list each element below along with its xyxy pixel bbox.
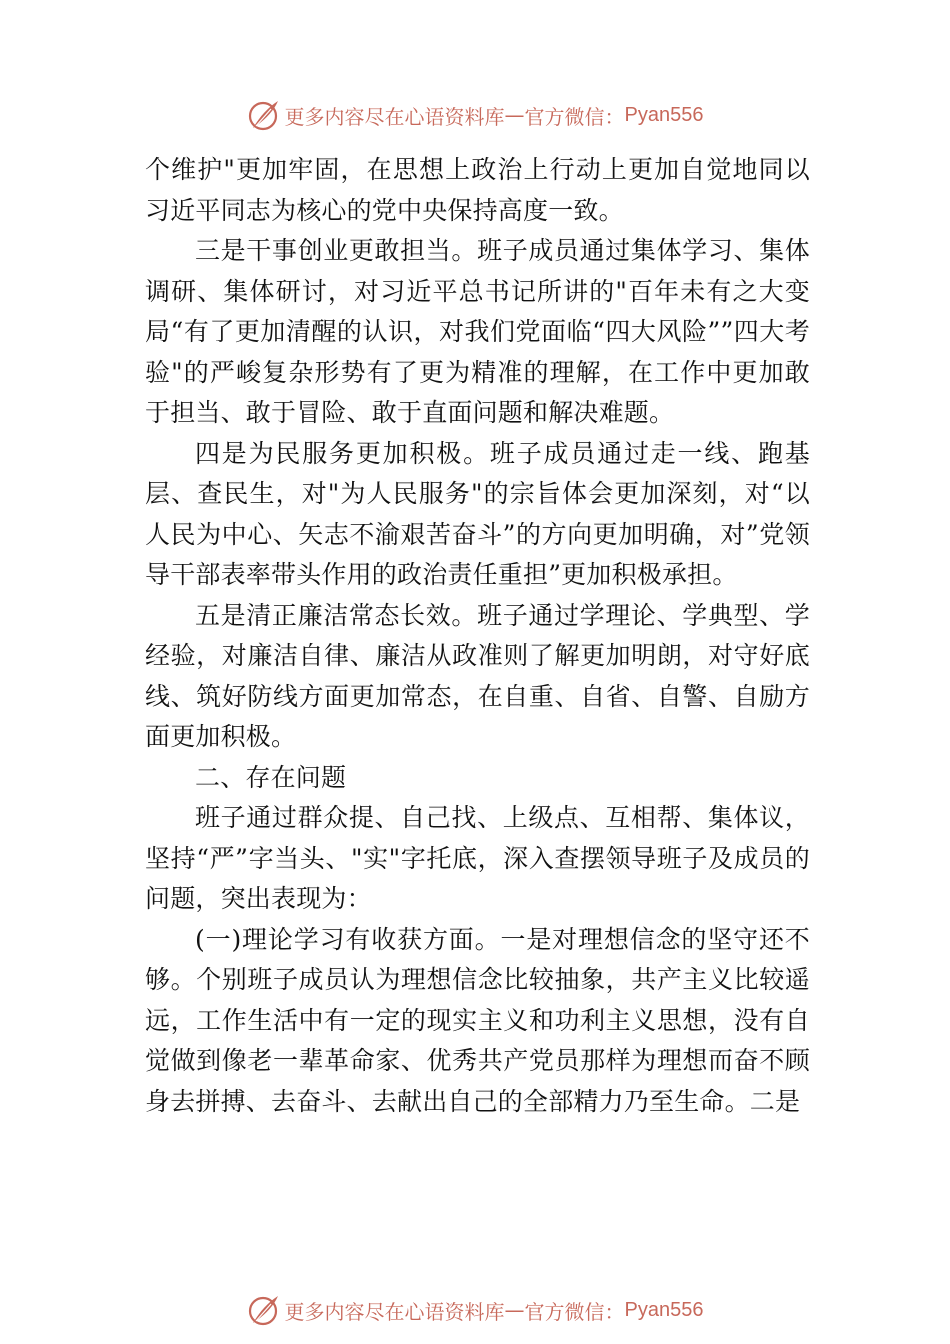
paragraph-3: 四是为民服务更加积极。班子成员通过走一线、跑基层、查民生，对"为人民服务"的宗旨体会更加深刻，对“以人民为中心、矢志不渝艰苦奋斗”的方向更加明确，对”党领导干部表率带头作用的政治责任重担”更加积极承担。 bbox=[145, 438, 810, 589]
section-heading: 二、存在问题 bbox=[195, 762, 347, 792]
watermark-dash: — bbox=[504, 103, 525, 127]
paragraph-4: 五是清正廉洁常态长效。班子通过学理论、学典型、学经验，对廉洁自律、廉洁从政准则了解更加明朗，对守好底线、筑好防线方面更加常态，在自重、自省、自警、自励方面更加积极。 bbox=[145, 600, 810, 751]
watermark-header bbox=[0, 95, 950, 135]
paragraph-5: 班子通过群众提、自己找、上级点、互相帮、集体议，坚持“严”字当头、"实"字托底，深入查摆领导班子及成员的问题，突出表现为： bbox=[145, 803, 810, 913]
watermark-handle: Pyan556 bbox=[624, 103, 704, 126]
paragraph-1: 个维护"更加牢固，在思想上政治上行动上更加自觉地同以习近平同志为核心的党中央保持高度一致。 bbox=[145, 155, 810, 225]
paragraph-6: (一)理论学习有收获方面。一是对理想信念的坚守还不够。个别班子成员认为理想信念比较抽象，共产主义比较遥远，工作生活中有一定的现实主义和功利主义思想，没有自觉做到像老一辈革命家、优秀共产党员那样为理想而奋不顾身去拼搏、去奋斗、去献出自己的全部精力乃至生命。二是 bbox=[145, 924, 810, 1116]
watermark-brand: 更多内容尽在心语资料库 bbox=[284, 1299, 505, 1324]
watermark-dash: — bbox=[504, 1298, 525, 1322]
watermark-footer bbox=[0, 1290, 950, 1330]
watermark-label: 官方微信： bbox=[524, 104, 625, 129]
feather-pen-emblem-icon bbox=[247, 98, 281, 132]
watermark-label: 官方微信： bbox=[524, 1299, 625, 1324]
document-body bbox=[145, 150, 810, 1122]
feather-pen-emblem-icon bbox=[247, 1293, 281, 1327]
paragraph-2: 三是干事创业更敢担当。班子成员通过集体学习、集体调研、集体研讨，对习近平总书记所讲的"百年未有之大变局“有了更加清醒的认识，对我们党面临“四大风险””四大考验"的严峻复杂形势有了更为精准的理解，在工作中更加敢于担当、敢于冒险、敢于直面问题和解决难题。 bbox=[145, 236, 810, 427]
watermark-brand: 更多内容尽在心语资料库 bbox=[284, 104, 505, 129]
watermark-handle: Pyan556 bbox=[624, 1298, 704, 1321]
